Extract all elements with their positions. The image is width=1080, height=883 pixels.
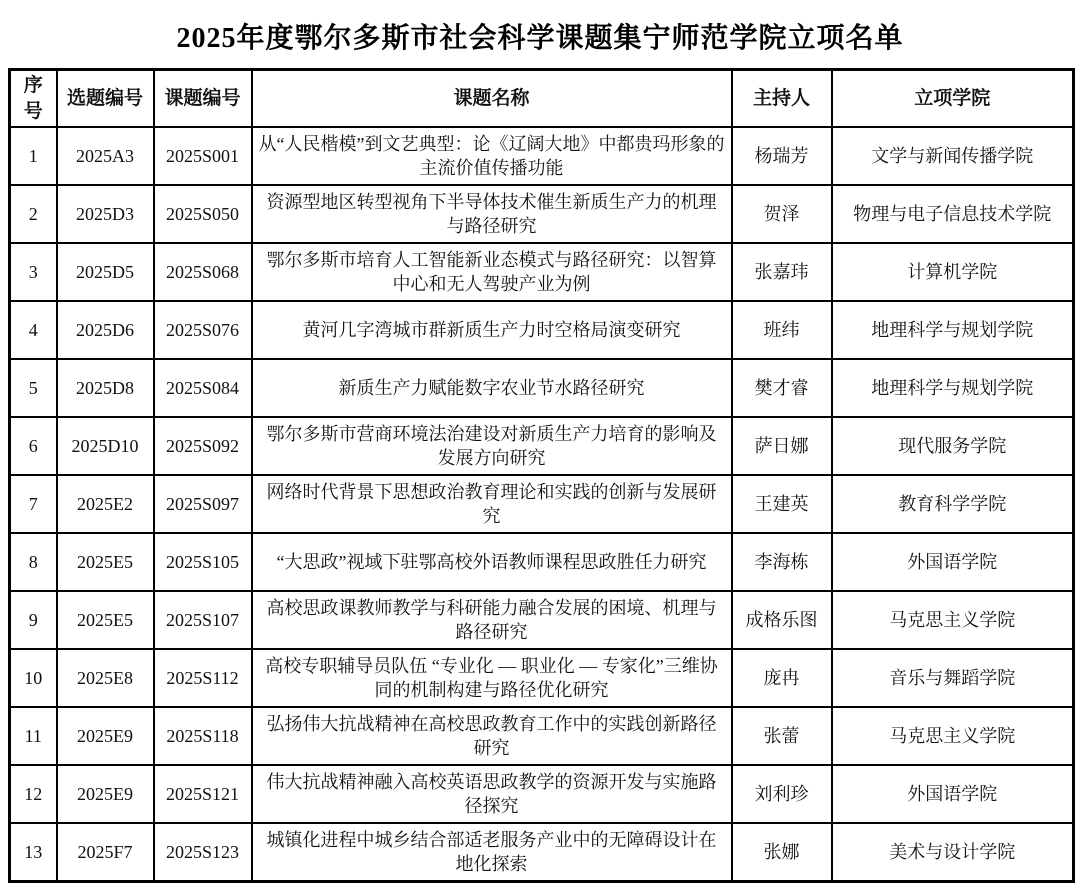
cell-project-code: 2025S112 <box>154 649 252 707</box>
table-row <box>10 301 1074 359</box>
cell-college: 地理科学与规划学院 <box>832 301 1074 359</box>
cell-topic-code: 2025D6 <box>57 301 154 359</box>
cell-college: 计算机学院 <box>832 243 1074 301</box>
cell-no: 10 <box>10 649 57 707</box>
cell-no: 6 <box>10 417 57 475</box>
cell-project-name: 伟大抗战精神融入高校英语思政教学的资源开发与实施路径探究 <box>252 765 732 823</box>
cell-project-code: 2025S107 <box>154 591 252 649</box>
cell-topic-code: 2025D10 <box>57 417 154 475</box>
header-no: 序号 <box>10 70 57 128</box>
cell-topic-code: 2025E9 <box>57 765 154 823</box>
cell-college: 地理科学与规划学院 <box>832 359 1074 417</box>
cell-college: 物理与电子信息技术学院 <box>832 185 1074 243</box>
cell-project-name: 新质生产力赋能数字农业节水路径研究 <box>252 359 732 417</box>
cell-leader: 庞冉 <box>732 649 832 707</box>
cell-college: 外国语学院 <box>832 533 1074 591</box>
cell-project-code: 2025S105 <box>154 533 252 591</box>
cell-college: 文学与新闻传播学院 <box>832 127 1074 185</box>
cell-no: 13 <box>10 823 57 882</box>
cell-no: 2 <box>10 185 57 243</box>
cell-leader: 刘利珍 <box>732 765 832 823</box>
cell-no: 7 <box>10 475 57 533</box>
cell-project-code: 2025S121 <box>154 765 252 823</box>
cell-topic-code: 2025E2 <box>57 475 154 533</box>
cell-project-name: 网络时代背景下思想政治教育理论和实践的创新与发展研究 <box>252 475 732 533</box>
table-row <box>10 533 1074 591</box>
cell-college: 现代服务学院 <box>832 417 1074 475</box>
cell-college: 马克思主义学院 <box>832 591 1074 649</box>
cell-topic-code: 2025A3 <box>57 127 154 185</box>
table-header <box>10 70 1074 128</box>
header-project-name: 课题名称 <box>252 70 732 128</box>
cell-college: 美术与设计学院 <box>832 823 1074 882</box>
cell-project-code: 2025S092 <box>154 417 252 475</box>
cell-leader: 成格乐图 <box>732 591 832 649</box>
cell-project-name: 鄂尔多斯市培育人工智能新业态模式与路径研究：以智算中心和无人驾驶产业为例 <box>252 243 732 301</box>
table-row <box>10 823 1074 882</box>
cell-no: 9 <box>10 591 57 649</box>
table-row <box>10 359 1074 417</box>
cell-project-name: 高校专职辅导员队伍 “专业化 — 职业化 — 专家化”三维协同的机制构建与路径优化研究 <box>252 649 732 707</box>
table-row <box>10 417 1074 475</box>
cell-project-code: 2025S097 <box>154 475 252 533</box>
cell-project-name: 资源型地区转型视角下半导体技术催生新质生产力的机理与路径研究 <box>252 185 732 243</box>
cell-project-name: 鄂尔多斯市营商环境法治建设对新质生产力培育的影响及发展方向研究 <box>252 417 732 475</box>
cell-topic-code: 2025F7 <box>57 823 154 882</box>
table-row <box>10 475 1074 533</box>
table-row <box>10 185 1074 243</box>
table-row <box>10 765 1074 823</box>
cell-project-code: 2025S118 <box>154 707 252 765</box>
cell-college: 马克思主义学院 <box>832 707 1074 765</box>
cell-project-code: 2025S084 <box>154 359 252 417</box>
cell-project-name: 弘扬伟大抗战精神在高校思政教育工作中的实践创新路径研究 <box>252 707 732 765</box>
table-row <box>10 243 1074 301</box>
table-row <box>10 127 1074 185</box>
cell-topic-code: 2025E5 <box>57 533 154 591</box>
cell-no: 8 <box>10 533 57 591</box>
cell-leader: 萨日娜 <box>732 417 832 475</box>
cell-leader: 杨瑞芳 <box>732 127 832 185</box>
cell-project-name: 黄河几字湾城市群新质生产力时空格局演变研究 <box>252 301 732 359</box>
table-row <box>10 591 1074 649</box>
table-row <box>10 707 1074 765</box>
project-approval-table <box>8 68 1075 883</box>
header-row <box>10 70 1074 128</box>
cell-project-code: 2025S123 <box>154 823 252 882</box>
table-row <box>10 649 1074 707</box>
cell-college: 外国语学院 <box>832 765 1074 823</box>
cell-college: 教育科学学院 <box>832 475 1074 533</box>
header-college: 立项学院 <box>832 70 1074 128</box>
cell-project-name: 城镇化进程中城乡结合部适老服务产业中的无障碍设计在地化探索 <box>252 823 732 882</box>
header-project-code: 课题编号 <box>154 70 252 128</box>
cell-project-name: 高校思政课教师教学与科研能力融合发展的困境、机理与路径研究 <box>252 591 732 649</box>
cell-no: 11 <box>10 707 57 765</box>
cell-topic-code: 2025E9 <box>57 707 154 765</box>
header-topic-code: 选题编号 <box>57 70 154 128</box>
header-leader: 主持人 <box>732 70 832 128</box>
cell-college: 音乐与舞蹈学院 <box>832 649 1074 707</box>
cell-leader: 张蕾 <box>732 707 832 765</box>
cell-topic-code: 2025D8 <box>57 359 154 417</box>
cell-project-name: 从“人民楷模”到文艺典型：论《辽阔大地》中都贵玛形象的主流价值传播功能 <box>252 127 732 185</box>
cell-leader: 张娜 <box>732 823 832 882</box>
cell-no: 5 <box>10 359 57 417</box>
cell-no: 1 <box>10 127 57 185</box>
cell-project-name: “大思政”视域下驻鄂高校外语教师课程思政胜任力研究 <box>252 533 732 591</box>
cell-leader: 王建英 <box>732 475 832 533</box>
cell-no: 12 <box>10 765 57 823</box>
cell-project-code: 2025S001 <box>154 127 252 185</box>
cell-project-code: 2025S068 <box>154 243 252 301</box>
cell-leader: 贺泽 <box>732 185 832 243</box>
table-body <box>10 127 1074 882</box>
cell-project-code: 2025S050 <box>154 185 252 243</box>
cell-topic-code: 2025D3 <box>57 185 154 243</box>
cell-project-code: 2025S076 <box>154 301 252 359</box>
cell-leader: 张嘉玮 <box>732 243 832 301</box>
cell-topic-code: 2025E5 <box>57 591 154 649</box>
cell-no: 3 <box>10 243 57 301</box>
page-title: 2025年度鄂尔多斯市社会科学课题集宁师范学院立项名单 <box>176 23 904 54</box>
cell-leader: 樊才睿 <box>732 359 832 417</box>
cell-leader: 李海栋 <box>732 533 832 591</box>
cell-topic-code: 2025E8 <box>57 649 154 707</box>
cell-no: 4 <box>10 301 57 359</box>
cell-topic-code: 2025D5 <box>57 243 154 301</box>
cell-leader: 班纬 <box>732 301 832 359</box>
